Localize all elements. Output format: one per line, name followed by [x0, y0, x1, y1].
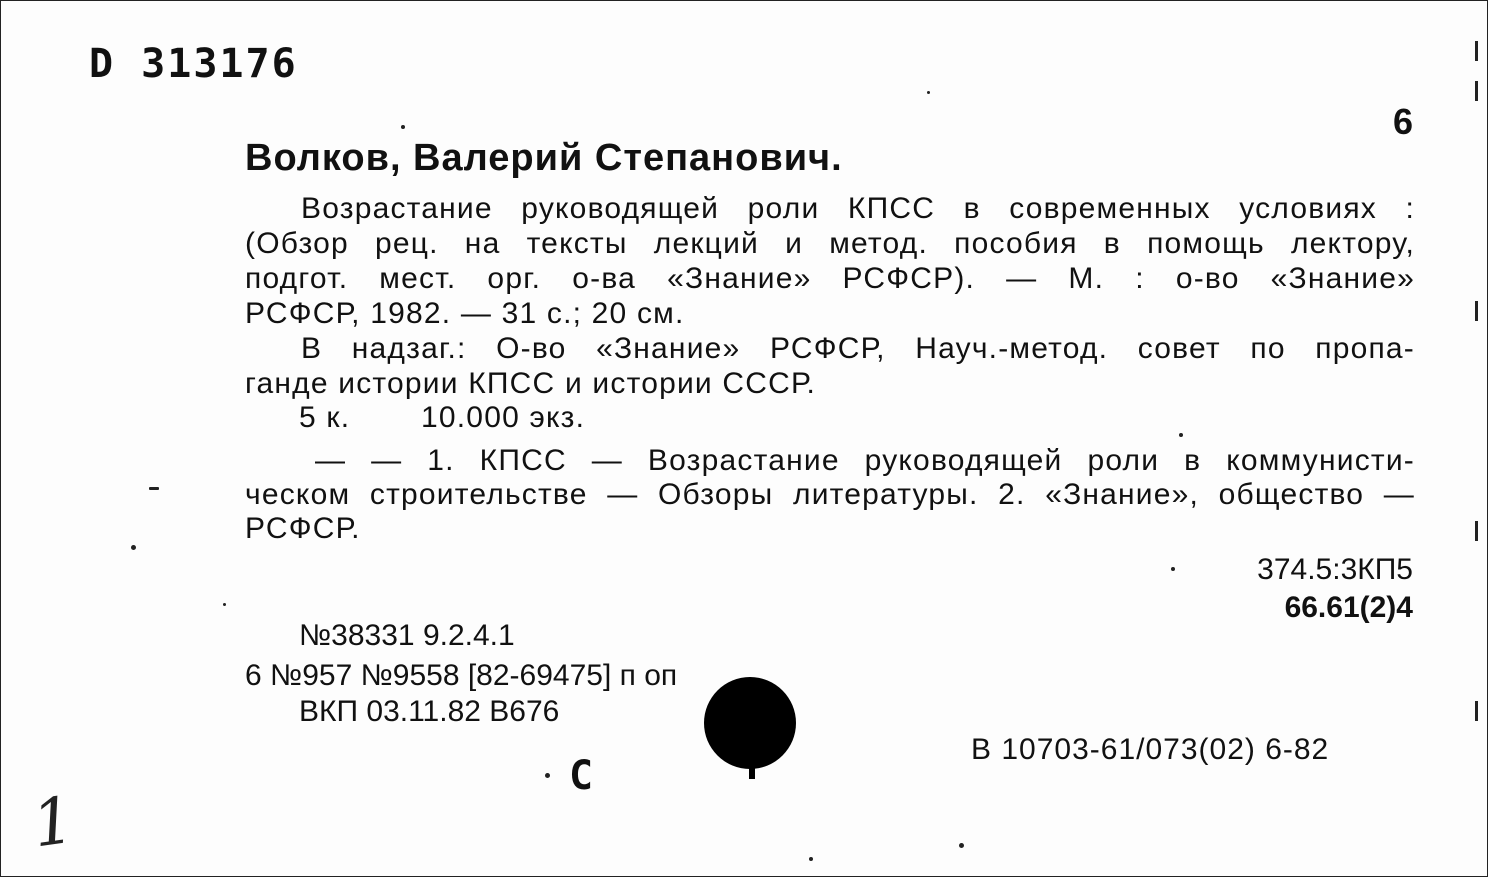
subject-block [245, 444, 1415, 546]
speck [1475, 701, 1478, 721]
title-line: подгот. мест. орг. о-ва «Знание» РСФСР). — М. : о-во «Знание» [245, 262, 1415, 295]
speck [149, 487, 159, 490]
author-heading: Волков, Валерий Степанович. [245, 137, 843, 179]
speck [545, 773, 550, 778]
classification-bbk: 66.61(2)4 [1284, 591, 1413, 624]
speck [401, 125, 405, 129]
speck [809, 857, 813, 861]
punch-hole [704, 677, 796, 769]
note-line: В надзаг.: О-во «Знание» РСФСР, Науч.-метод. совет по пропа- [301, 332, 1415, 365]
record-line-3: ВКП 03.11.82 B676 [299, 695, 560, 728]
letter-mark: C [569, 753, 596, 799]
title-line: РСФСР, 1982. — 31 с.; 20 см. [245, 297, 685, 330]
speck [1475, 41, 1478, 61]
price: 5 к. [299, 401, 351, 434]
catalog-number: B 10703-61/073(02) 6-82 [971, 733, 1330, 766]
speck [1475, 521, 1478, 541]
note-block [245, 331, 1415, 401]
accession-stamp: D 313176 [89, 41, 298, 87]
classification-code: 374.5:3КП5 [1257, 553, 1413, 586]
title-line: Возрастание руководящей роли КПСС в современных условиях : [301, 192, 1415, 225]
record-line-2: 6 №957 №9558 [82-69475] п оп [245, 659, 678, 692]
speck [223, 603, 226, 606]
speck [1475, 81, 1478, 101]
speck [927, 91, 930, 94]
subject-line: — — 1. КПСС — Возрастание руководящей роли в коммунисти- [315, 444, 1415, 477]
punch-hole-tail [749, 767, 755, 779]
speck [1179, 433, 1183, 437]
speck [959, 843, 964, 848]
note-line: ганде истории КПСС и истории СССР. [245, 367, 817, 400]
title-block [245, 191, 1415, 331]
record-line-1: №38331 9.2.4.1 [299, 619, 515, 652]
speck [1171, 567, 1175, 571]
handwritten-mark: 1 [28, 783, 79, 863]
subject-line: РСФСР. [245, 512, 361, 545]
speck [1475, 301, 1478, 321]
subject-line: ческом строительстве — Обзоры литературы. 2. «Знание», общество — [245, 478, 1415, 511]
title-line: (Обзор рец. на тексты лекций и метод. пособия в помощь лектору, [245, 227, 1415, 260]
speck [131, 545, 136, 550]
copies: 10.000 экз. [421, 401, 586, 434]
copy-count: 6 [1393, 101, 1414, 142]
